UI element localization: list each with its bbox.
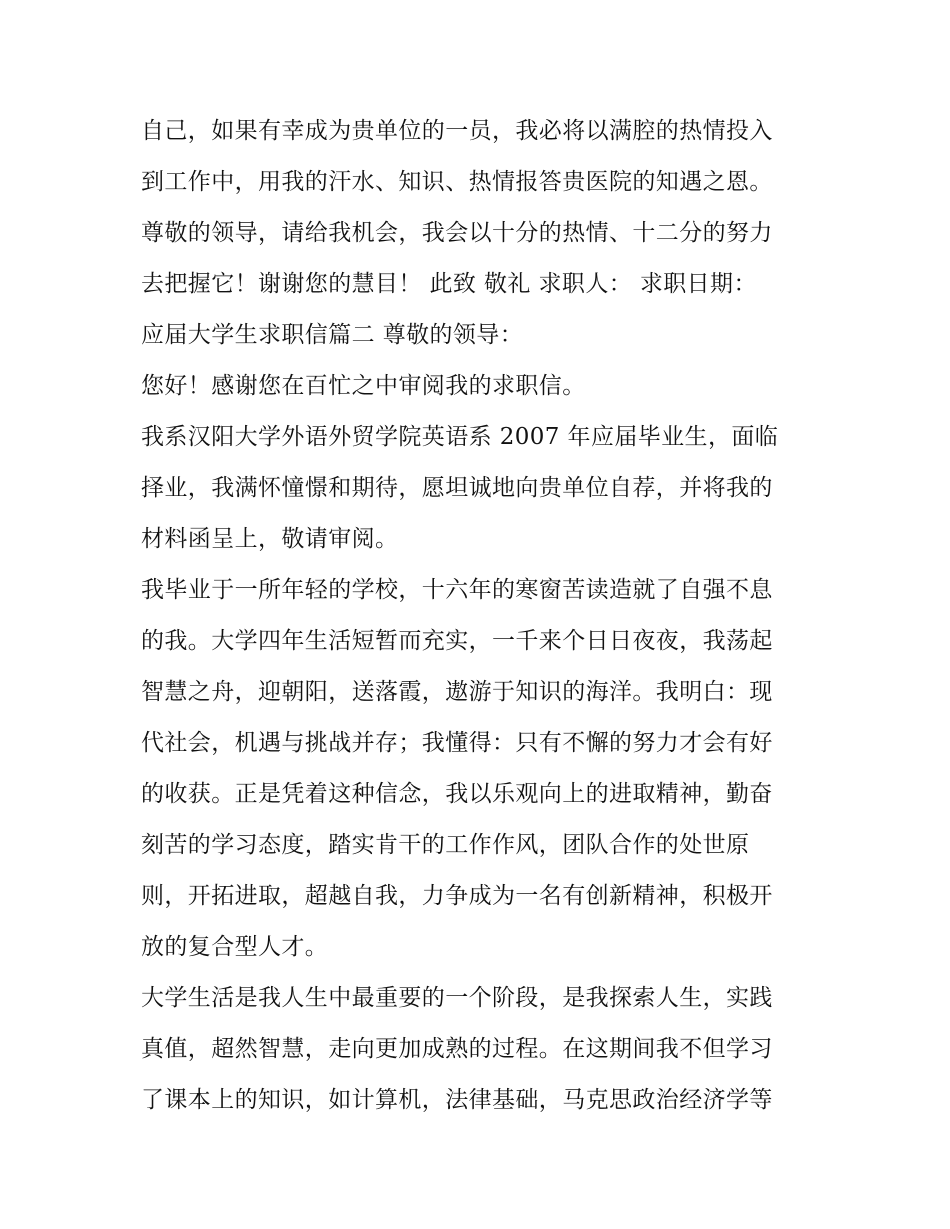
text-line: 我系汉阳大学外语外贸学院英语系 2007 年应届毕业生，面临 [141, 424, 779, 450]
text-line: 到工作中，用我的汗水、知识、热情报答贵医院的知遇之恩。 [141, 169, 773, 195]
text-line: 放的复合型人才。 [141, 934, 329, 960]
text-line: 自己，如果有幸成为贵单位的一员，我必将以满腔的热情投入 [141, 118, 773, 144]
text-line: 我毕业于一所年轻的学校，十六年的寒窗苦读造就了自强不息 [141, 577, 773, 603]
text-line: 智慧之舟，迎朝阳，送落霞，遨游于知识的海洋。我明白：现 [141, 679, 773, 705]
text-line: 代社会，机遇与挑战并存；我懂得：只有不懈的努力才会有好 [141, 730, 773, 756]
text-line: 刻苦的学习态度，踏实肯干的工作作风，团队合作的处世原 [141, 832, 750, 858]
text-line: 的收获。正是凭着这种信念，我以乐观向上的进取精神，勤奋 [141, 781, 773, 807]
body-text [141, 108, 821, 1128]
text-line: 择业，我满怀憧憬和期待，愿坦诚地向贵单位自荐，并将我的 [141, 475, 773, 501]
text-line: 真值，超然智慧，走向更加成熟的过程。在这期间我不但学习 [141, 1036, 773, 1062]
text-line: 去把握它！谢谢您的慧目！ 此致 敬礼 求职人： 求职日期： [141, 271, 757, 297]
text-line: 则，开拓进取，超越自我，力争成为一名有创新精神，积极开 [141, 883, 773, 909]
text-line: 的我。大学四年生活短暂而充实，一千来个日日夜夜，我荡起 [141, 628, 773, 654]
text-line: 大学生活是我人生中最重要的一个阶段，是我探索人生，实践 [141, 985, 773, 1011]
section-heading-line: 应届大学生求职信篇二 尊敬的领导： [141, 322, 524, 348]
text-line: 了课本上的知识，如计算机，法律基础，马克思政治经济学等 [141, 1087, 773, 1113]
text-line: 材料函呈上，敬请审阅。 [141, 526, 399, 552]
text-line: 您好！感谢您在百忙之中审阅我的求职信。 [141, 373, 586, 399]
text-line: 尊敬的领导，请给我机会，我会以十分的热情、十二分的努力 [141, 220, 773, 246]
